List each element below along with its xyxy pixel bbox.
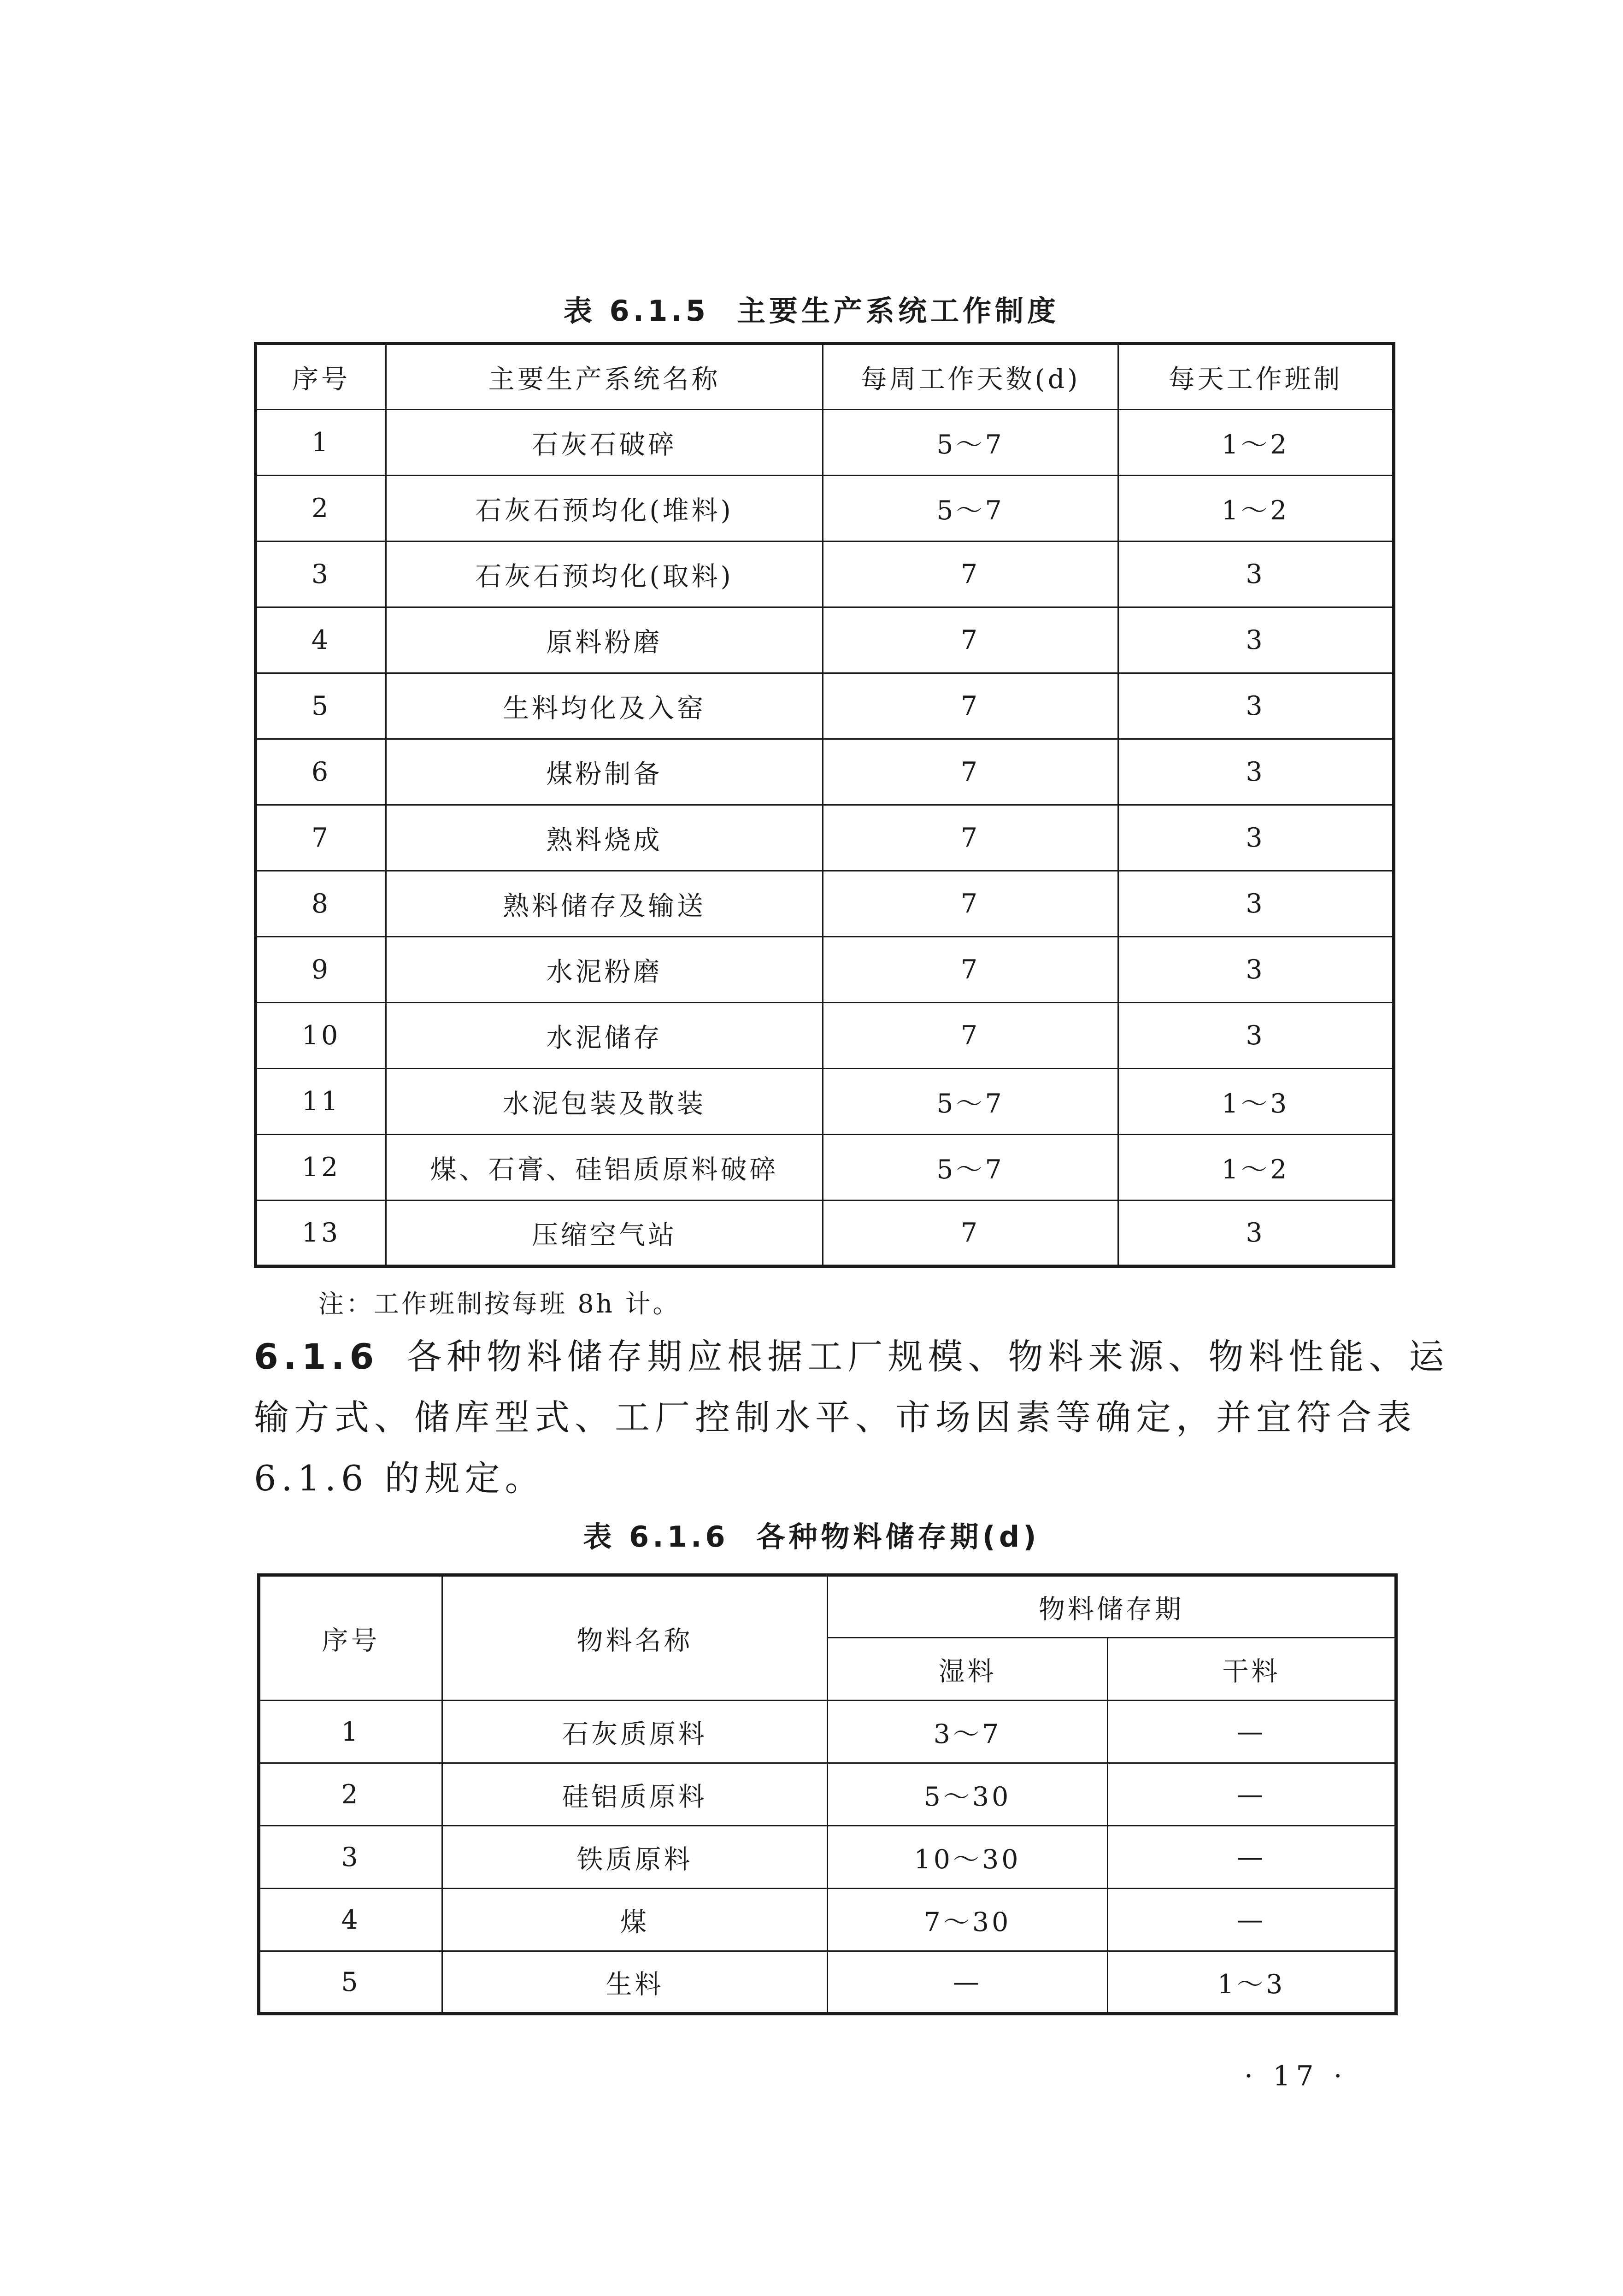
cell-dry-period: —: [1108, 1826, 1396, 1889]
table-row: [259, 1889, 1396, 1951]
header-system-name: 主要生产系统名称: [386, 344, 823, 410]
cell-index: 5: [256, 673, 386, 739]
table-6-1-6-caption: [0, 1514, 1623, 1555]
table-header-row: [259, 1575, 1396, 1638]
cell-wet-period: 3～7: [828, 1701, 1108, 1763]
header-days-per-week: 每周工作天数(d): [823, 344, 1118, 410]
table-header-row: [256, 344, 1394, 410]
cell-days-per-week: 7: [823, 542, 1118, 607]
header-index: 序号: [256, 344, 386, 410]
table-row: [256, 937, 1394, 1003]
cell-system-name: 石灰石预均化(取料): [386, 542, 823, 607]
table-row: [256, 871, 1394, 937]
cell-wet-period: 7～30: [828, 1889, 1108, 1951]
table-row: [259, 1701, 1396, 1763]
cell-index: 5: [259, 1951, 442, 2014]
header-shifts-per-day: 每天工作班制: [1118, 344, 1394, 410]
cell-index: 7: [256, 805, 386, 871]
cell-shifts-per-day: 1～2: [1118, 476, 1394, 542]
cell-shifts-per-day: 1～2: [1118, 1135, 1394, 1201]
table-row: [259, 1763, 1396, 1826]
cell-index: 11: [256, 1069, 386, 1135]
cell-index: 1: [259, 1701, 442, 1763]
table-6-1-5-caption: [0, 288, 1623, 329]
cell-shifts-per-day: 3: [1118, 673, 1394, 739]
cell-index: 3: [256, 542, 386, 607]
table-note: 注：工作班制按每班 8h 计。: [318, 1289, 681, 1319]
cell-system-name: 水泥包装及散装: [386, 1069, 823, 1135]
cell-material-name: 铁质原料: [442, 1826, 828, 1889]
cell-wet-period: 10～30: [828, 1826, 1108, 1889]
cell-system-name: 石灰石破碎: [386, 410, 823, 476]
cell-index: 9: [256, 937, 386, 1003]
cell-shifts-per-day: 1～2: [1118, 410, 1394, 476]
table-row: [259, 1951, 1396, 2014]
cell-days-per-week: 7: [823, 937, 1118, 1003]
cell-wet-period: 5～30: [828, 1763, 1108, 1826]
table-number: 表 6.1.5: [563, 294, 710, 328]
storage-period-table: [257, 1573, 1398, 2015]
table-row: [256, 1069, 1394, 1135]
cell-index: 12: [256, 1135, 386, 1201]
cell-index: 4: [256, 607, 386, 673]
cell-system-name: 水泥粉磨: [386, 937, 823, 1003]
cell-shifts-per-day: 3: [1118, 1003, 1394, 1069]
cell-shifts-per-day: 3: [1118, 607, 1394, 673]
table-row: [256, 739, 1394, 805]
cell-shifts-per-day: 3: [1118, 1201, 1394, 1266]
cell-system-name: 原料粉磨: [386, 607, 823, 673]
section-line-2: 输方式、储库型式、工厂控制水平、市场因素等确定，并宜符合表: [254, 1397, 1417, 1438]
cell-dry-period: —: [1108, 1763, 1396, 1826]
cell-days-per-week: 7: [823, 739, 1118, 805]
cell-index: 3: [259, 1826, 442, 1889]
cell-days-per-week: 5～7: [823, 476, 1118, 542]
header-material-name: 物料名称: [442, 1575, 828, 1701]
cell-system-name: 熟料烧成: [386, 805, 823, 871]
cell-index: 1: [256, 410, 386, 476]
table-row: [256, 410, 1394, 476]
cell-system-name: 压缩空气站: [386, 1201, 823, 1266]
cell-system-name: 水泥储存: [386, 1003, 823, 1069]
cell-system-name: 煤、石膏、硅铝质原料破碎: [386, 1135, 823, 1201]
header-dry-material: 干料: [1108, 1638, 1396, 1701]
section-text-1: 各种物料储存期应根据工厂规模、物料来源、物料性能、运: [406, 1336, 1449, 1377]
cell-days-per-week: 7: [823, 1003, 1118, 1069]
cell-days-per-week: 5～7: [823, 1069, 1118, 1135]
cell-dry-period: —: [1108, 1701, 1396, 1763]
section-line-1: [254, 1326, 1449, 1387]
cell-material-name: 生料: [442, 1951, 828, 2014]
section-number: 6.1.6: [254, 1336, 379, 1377]
header-index: 序号: [259, 1575, 442, 1701]
cell-index: 2: [259, 1763, 442, 1826]
table-row: [256, 1201, 1394, 1266]
table-row: [256, 1135, 1394, 1201]
table-row: [256, 1003, 1394, 1069]
cell-index: 10: [256, 1003, 386, 1069]
cell-index: 4: [259, 1889, 442, 1951]
table-row: [256, 607, 1394, 673]
table-row: [256, 476, 1394, 542]
table-row: [256, 805, 1394, 871]
table-row: [259, 1826, 1396, 1889]
cell-shifts-per-day: 3: [1118, 937, 1394, 1003]
cell-dry-period: 1～3: [1108, 1951, 1396, 2014]
cell-shifts-per-day: 1～3: [1118, 1069, 1394, 1135]
cell-days-per-week: 7: [823, 1201, 1118, 1266]
table-row: [256, 542, 1394, 607]
cell-days-per-week: 7: [823, 805, 1118, 871]
cell-system-name: 煤粉制备: [386, 739, 823, 805]
table-row: [256, 673, 1394, 739]
cell-material-name: 硅铝质原料: [442, 1763, 828, 1826]
cell-material-name: 石灰质原料: [442, 1701, 828, 1763]
cell-days-per-week: 7: [823, 871, 1118, 937]
page-number: · 17 ·: [1244, 2060, 1348, 2092]
cell-shifts-per-day: 3: [1118, 871, 1394, 937]
cell-days-per-week: 5～7: [823, 410, 1118, 476]
cell-index: 13: [256, 1201, 386, 1266]
table-title: 主要生产系统工作制度: [737, 294, 1060, 328]
section-line-3: 6.1.6 的规定。: [254, 1458, 545, 1499]
header-wet-material: 湿料: [828, 1638, 1108, 1701]
table-number: 表 6.1.6: [583, 1520, 729, 1554]
cell-wet-period: —: [828, 1951, 1108, 2014]
table-title: 各种物料储存期(d): [756, 1520, 1040, 1554]
cell-days-per-week: 5～7: [823, 1135, 1118, 1201]
cell-system-name: 石灰石预均化(堆料): [386, 476, 823, 542]
cell-dry-period: —: [1108, 1889, 1396, 1951]
header-storage-period: 物料储存期: [828, 1575, 1396, 1638]
cell-index: 6: [256, 739, 386, 805]
cell-shifts-per-day: 3: [1118, 542, 1394, 607]
cell-days-per-week: 7: [823, 607, 1118, 673]
cell-days-per-week: 7: [823, 673, 1118, 739]
cell-material-name: 煤: [442, 1889, 828, 1951]
cell-system-name: 熟料储存及输送: [386, 871, 823, 937]
cell-index: 8: [256, 871, 386, 937]
work-schedule-table: [254, 342, 1395, 1268]
cell-system-name: 生料均化及入窑: [386, 673, 823, 739]
cell-shifts-per-day: 3: [1118, 805, 1394, 871]
cell-shifts-per-day: 3: [1118, 739, 1394, 805]
cell-index: 2: [256, 476, 386, 542]
